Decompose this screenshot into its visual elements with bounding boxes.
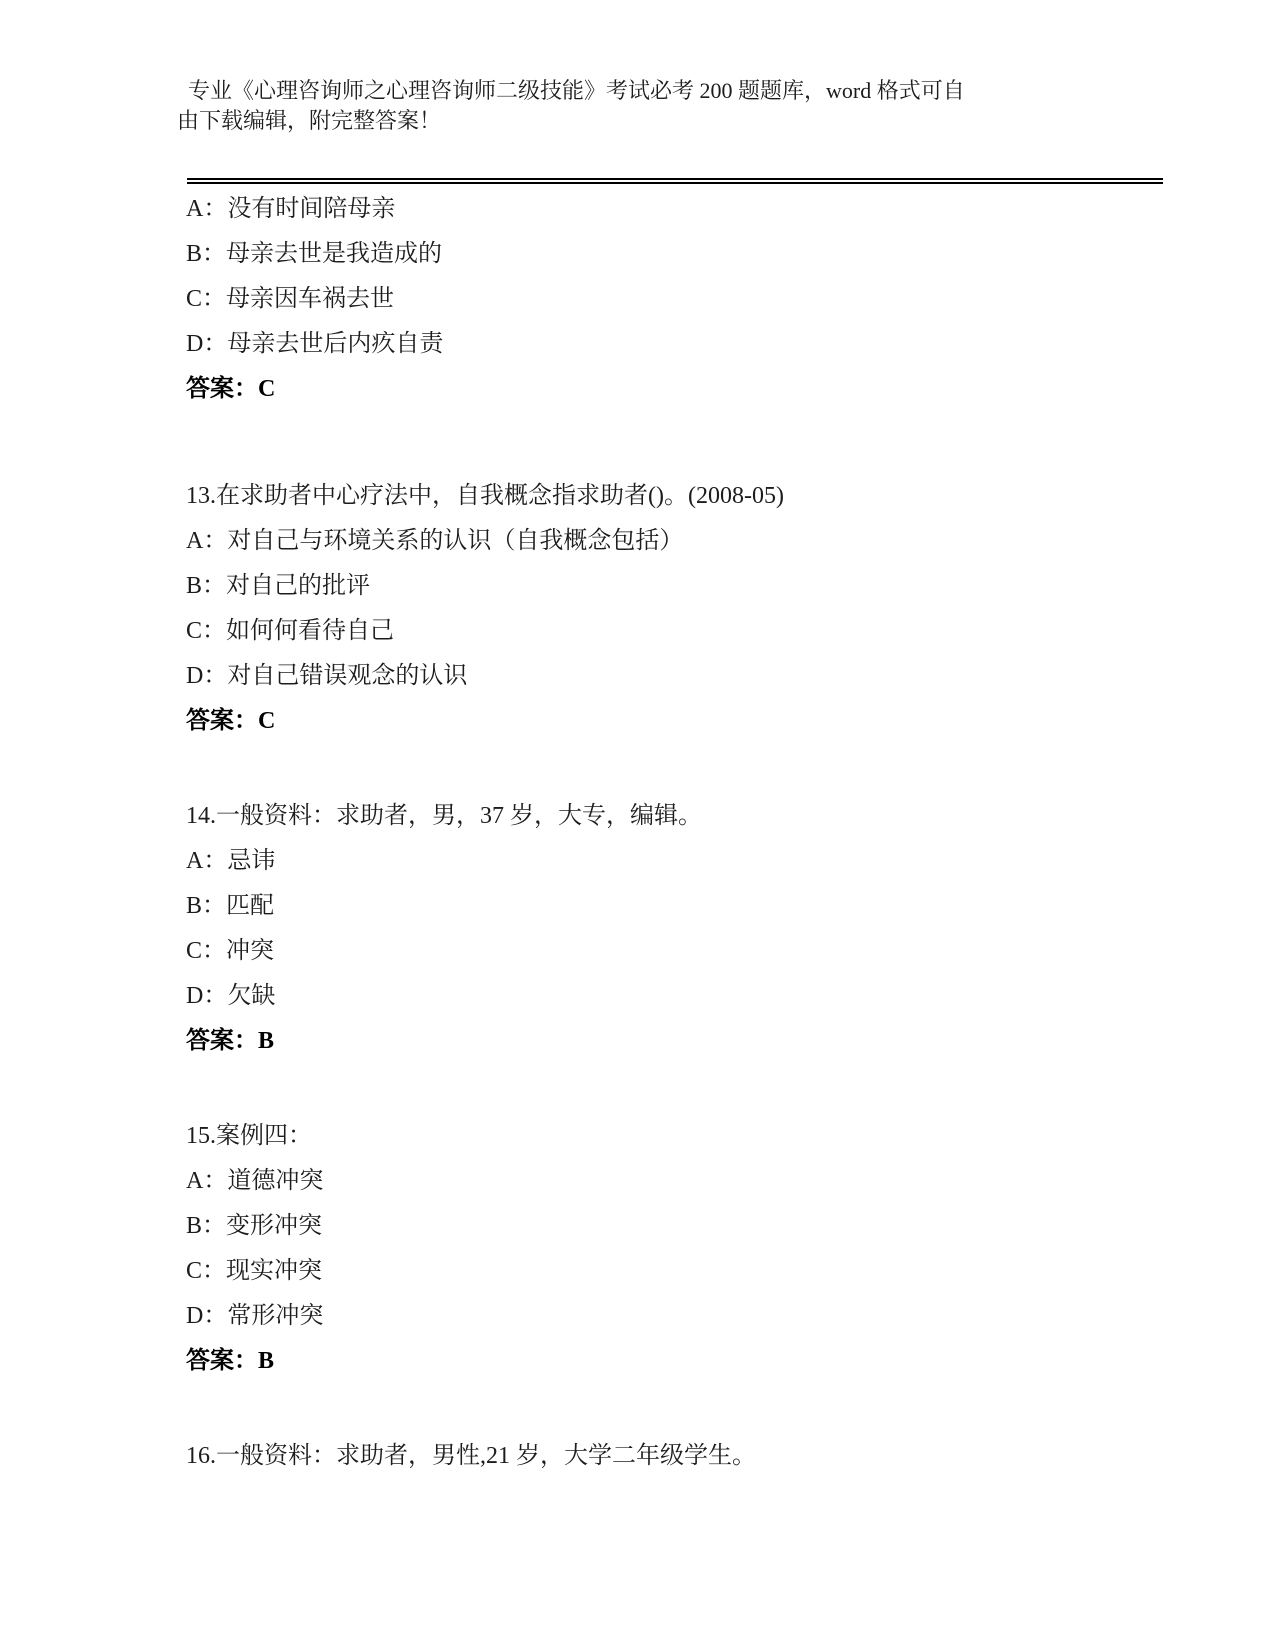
page-header <box>177 76 1097 136</box>
question-block-16 <box>186 1434 1166 1479</box>
option-b: B：母亲去世是我造成的 <box>186 241 443 267</box>
answer-text: 答案：C <box>186 708 276 734</box>
question-text: 15.案例四： <box>186 1123 312 1149</box>
question-text: 14.一般资料：求助者，男，37 岁，大专，编辑。 <box>186 803 702 829</box>
question-text: 16.一般资料：求助者，男性,21 岁，大学二年级学生。 <box>186 1443 756 1469</box>
option-d: D：母亲去世后内疚自责 <box>186 331 444 357</box>
question-block-14 <box>186 794 1166 1064</box>
header-divider-double-line <box>187 178 1163 184</box>
option-b: B：变形冲突 <box>186 1213 323 1239</box>
option-d: D：对自己错误观念的认识 <box>186 663 468 689</box>
question-list <box>186 187 1166 1479</box>
answer-text: 答案：B <box>186 1348 275 1374</box>
option-d: D：常形冲突 <box>186 1303 324 1329</box>
option-c: C：母亲因车祸去世 <box>186 286 395 312</box>
option-a: A：忌讳 <box>186 848 276 874</box>
question-block-12-options <box>186 187 1166 412</box>
option-a: A：没有时间陪母亲 <box>186 196 396 222</box>
option-c: C：如何何看待自己 <box>186 618 395 644</box>
header-text-line-1: 专业《心理咨询师之心理咨询师二级技能》考试必考 200 题题库，word 格式可自 <box>188 78 965 103</box>
option-b: B：对自己的批评 <box>186 573 371 599</box>
header-text-line-2: 由下载编辑，附完整答案！ <box>177 108 442 133</box>
option-c: C：现实冲突 <box>186 1258 323 1284</box>
question-block-13 <box>186 474 1166 744</box>
option-c: C：冲突 <box>186 938 275 964</box>
answer-text: 答案：C <box>186 376 276 402</box>
option-b: B：匹配 <box>186 893 275 919</box>
option-a: A：道德冲突 <box>186 1168 324 1194</box>
option-a: A：对自己与环境关系的认识（自我概念包括） <box>186 528 684 554</box>
option-d: D：欠缺 <box>186 983 276 1009</box>
answer-text: 答案：B <box>186 1028 275 1054</box>
question-block-15 <box>186 1114 1166 1384</box>
question-text: 13.在求助者中心疗法中，自我概念指求助者()。(2008-05) <box>186 483 784 509</box>
